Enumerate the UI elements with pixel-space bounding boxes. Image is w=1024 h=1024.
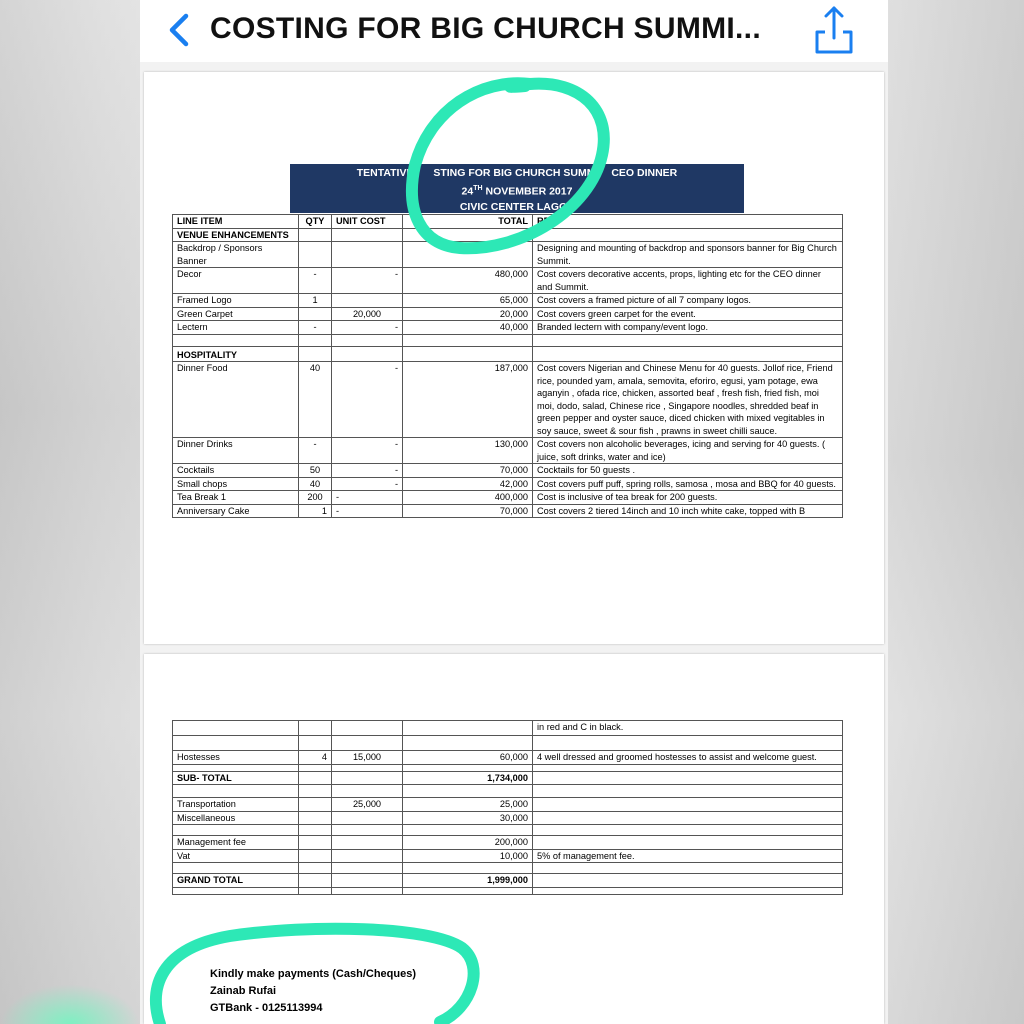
table-row: Management fee 200,000 <box>173 836 843 850</box>
share-icon[interactable] <box>812 4 856 54</box>
banner-date: 24TH NOVEMBER 2017 <box>461 185 573 198</box>
spacer-row <box>173 736 843 751</box>
table-row: Decor - - 480,000 Cost covers decorative accents, props, lighting etc for the CEO dinner and Summit. <box>173 268 843 294</box>
payment-instruction: Kindly make payments (Cash/Cheques) <box>210 968 417 980</box>
section-row <box>173 346 843 362</box>
header-line-item: LINE ITEM <box>173 215 299 229</box>
table-row: Small chops 40 - 42,000 Cost covers puff puff, spring rolls, samosa , mosa and BBQ for 40 guests. <box>173 477 843 491</box>
table-row: Hostesses 4 15,000 60,000 4 well dressed and groomed hostesses to assist and welcome guest. <box>173 751 843 765</box>
blurred-background-left <box>0 0 140 1024</box>
navigation-bar <box>140 0 888 62</box>
table-row: Transportation 25,000 25,000 <box>173 798 843 812</box>
table-row: in red and C in black. <box>173 721 843 736</box>
costing-table-continued <box>172 720 843 895</box>
table-header <box>173 215 843 229</box>
banner-title: TENTATIVE STING FOR BIG CHURCH SUMM CEO DINNER <box>356 167 678 179</box>
spacer-row <box>173 334 843 346</box>
spacer-row <box>173 825 843 836</box>
table-row: Tea Break 1 200 - 400,000 Cost is inclusive of tea break for 200 guests. <box>173 491 843 505</box>
spacer-row <box>173 785 843 798</box>
section-title: VENUE ENHANCEMENTS <box>173 228 299 242</box>
table-row: Anniversary Cake 1 - 70,000 Cost covers 2 tiered 14inch and 10 inch white cake, topped with B <box>173 504 843 518</box>
spacer-row <box>173 887 843 894</box>
document-page-2 <box>144 654 884 1024</box>
spacer-row <box>173 764 843 771</box>
payment-name: Zainab Rufai <box>210 985 277 997</box>
table-row: Vat 10,000 5% of management fee. <box>173 849 843 863</box>
table-row: Framed Logo 1 65,000 Cost covers a framed picture of all 7 company logos. <box>173 294 843 308</box>
header-unit-cost: UNIT COST <box>332 215 403 229</box>
blurred-background-right <box>888 0 1024 1024</box>
header-qty: QTY <box>299 215 332 229</box>
section-row <box>173 228 843 242</box>
table-row: Backdrop / Sponsors Banner Designing and mounting of backdrop and sponsors banner for Big Church Summit. <box>173 242 843 268</box>
document-viewer <box>140 0 888 1024</box>
spacer-row <box>173 863 843 874</box>
costing-table <box>172 214 843 518</box>
payment-details <box>210 966 416 1017</box>
table-row: Miscellaneous 30,000 <box>173 811 843 825</box>
section-title: HOSPITALITY <box>173 346 299 362</box>
subtotal-row: SUB- TOTAL 1,734,000 <box>173 771 843 785</box>
header-total: TOTAL <box>403 215 533 229</box>
document-page-1 <box>144 72 884 644</box>
payment-account: GTBank - 0125113994 <box>210 1002 323 1014</box>
table-row: Lectern - - 40,000 Branded lectern with company/event logo. <box>173 321 843 335</box>
banner-venue: CIVIC CENTER LAGOS <box>459 200 575 213</box>
table-row: Cocktails 50 - 70,000 Cocktails for 50 guests . <box>173 464 843 478</box>
table-row: Dinner Drinks - - 130,000 Cost covers non alcoholic beverages, icing and serving for 40 guests. ( juice, soft drinks, water and ice) <box>173 438 843 464</box>
highlight-glow <box>0 984 140 1024</box>
document-title: COSTING FOR BIG CHURCH SUMMI... <box>210 12 761 45</box>
header-remarks: RE <box>533 215 843 229</box>
document-banner <box>290 164 744 213</box>
table-row: Green Carpet 20,000 20,000 Cost covers green carpet for the event. <box>173 307 843 321</box>
grand-total-row: GRAND TOTAL 1,999,000 <box>173 874 843 888</box>
chevron-left-icon[interactable] <box>160 10 200 50</box>
table-row: Dinner Food 40 - 187,000 Cost covers Nigerian and Chinese Menu for 40 guests. Jollof rice, Friend rice, pounded yam, amala, semovita, eforiro, egusi, yam potage, ewa aganyin , ofada rice, chicken, assorted beaf , fresh fish, fried fish, moi moi, dodo, salad, Chinese rice , Singapore noodles, shredded beaf in green pepper and oyster sauce, diced chicken with mixed vegitables in soy sauce, sweet & sour fish , prawns in sweet chilli sauce. <box>173 362 843 438</box>
